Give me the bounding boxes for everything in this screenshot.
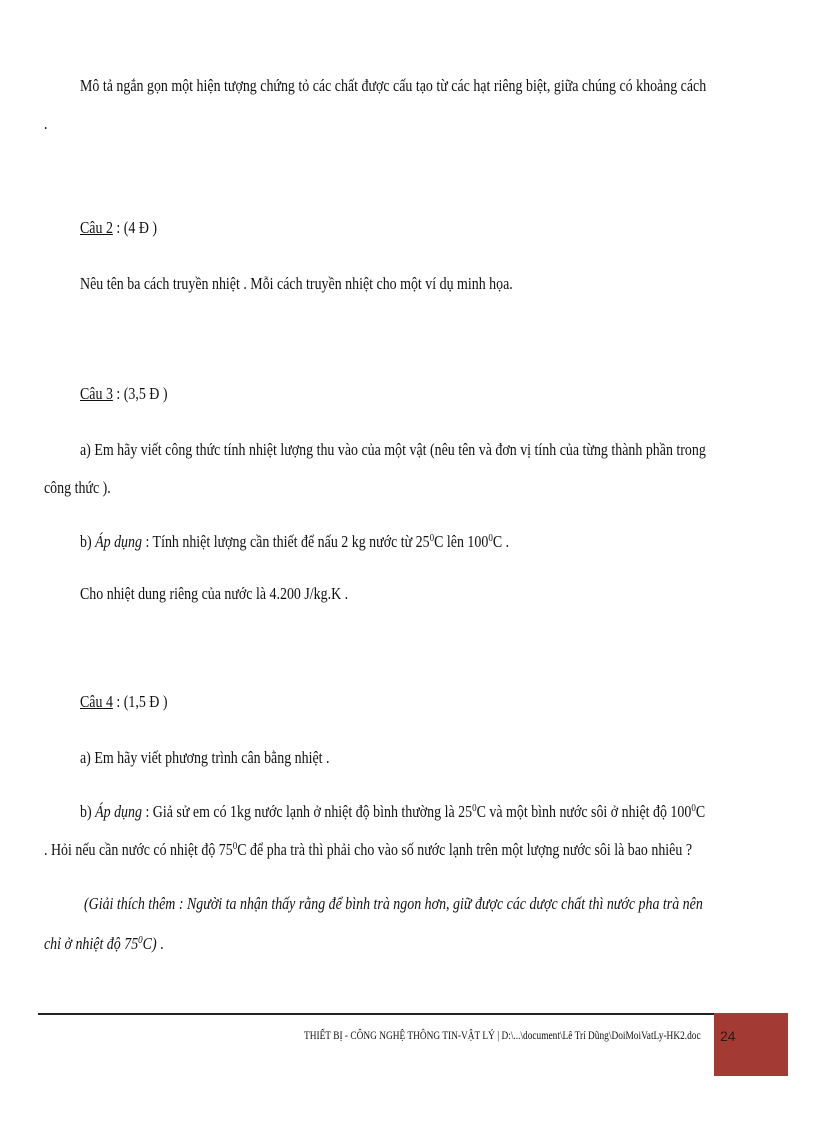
q1-dot: . (44, 114, 48, 133)
q1-text: Mô tả ngắn gọn một hiện tượng chứng tỏ các chất được cấu tạo từ các hạt riêng biệt, giữa chúng có khoảng cách (80, 76, 707, 95)
question-3c: Cho nhiệt dung riêng của nước là 4.200 J/kg.K . (80, 584, 349, 603)
question-2-points: : (4 Đ ) (112, 218, 158, 237)
note2-text2: C) (142, 934, 157, 953)
q4b-degree-2: 0 (691, 802, 696, 814)
question-4b-line2 (44, 840, 692, 860)
question-3-heading (80, 384, 168, 404)
q3b-degree-1: 0 (429, 532, 435, 544)
q3b-apply-label: Áp dụng (95, 532, 142, 551)
question-3-label: Câu 3 (80, 384, 113, 403)
q4b2-degree: 0 (232, 840, 238, 852)
question-3a-line2: công thức ). (44, 478, 111, 497)
question-4-heading (80, 692, 168, 712)
note2-text1: chỉ ở nhiệt độ 75 (44, 934, 139, 953)
question-3b (80, 532, 509, 552)
q3b-degree-2: 0 (488, 532, 493, 544)
question-3a-line1: a) Em hãy viết công thức tính nhiệt lượng thu vào của một vật (nêu tên và đơn vị tính của từng thành phần trong (80, 440, 706, 459)
q4b-text2: C và một bình nước sôi ở nhiệt độ 100 (476, 802, 692, 821)
question-4-label: Câu 4 (80, 692, 113, 711)
page-number-box (714, 1013, 788, 1076)
q4b2-text2: C để pha trà thì phải cho vào số nước lạnh trên một lượng nước sôi là bao nhiêu ? (237, 840, 693, 859)
question-2-text: Nêu tên ba cách truyền nhiệt . Mỗi cách truyền nhiệt cho một ví dụ minh họa. (80, 274, 513, 293)
q4b2-text1: . Hỏi nếu cần nước có nhiệt độ 75 (44, 840, 233, 859)
footer-rule (38, 1013, 786, 1015)
question-4-note-line2 (44, 934, 164, 954)
question-4b-line1 (80, 802, 705, 822)
q4b-prefix: b) (80, 802, 96, 821)
question-4-note-line1: (Giải thích thêm : Người ta nhận thấy rằng để bình trà ngon hơn, giữ được các dược chất thì nước pha trà nên (84, 894, 703, 913)
q4b-apply-label: Áp dụng (95, 802, 142, 821)
footer-text: THIẾT BỊ - CÔNG NGHỆ THÔNG TIN-VẬT LÝ | D:\...\document\Lê Trí Dũng\DoiMoiVatLy-HK2.doc (304, 1028, 701, 1042)
q4b-degree-1: 0 (472, 802, 477, 814)
q3b-text1: : Tính nhiệt lượng cần thiết để nấu 2 kg nước từ 25 (141, 532, 430, 551)
question-4-points: : (1,5 Đ ) (112, 692, 168, 711)
question-4a: a) Em hãy viết phương trình cân bằng nhiệt . (80, 748, 330, 767)
note2-end: . (156, 934, 164, 953)
q3b-text3: C . (492, 532, 510, 551)
q4b-text1: : Giả sử em có 1kg nước lạnh ở nhiệt độ bình thường là 25 (141, 802, 473, 821)
note2-degree: 0 (138, 934, 143, 946)
q3b-text2: C lên 100 (434, 532, 489, 551)
question-2-label: Câu 2 (80, 218, 113, 237)
page-number: 24 (720, 1028, 736, 1044)
q4b-text3: C (695, 802, 706, 821)
question-2-heading (80, 218, 157, 238)
q3b-prefix: b) (80, 532, 96, 551)
question-3-points: : (3,5 Đ ) (112, 384, 168, 403)
